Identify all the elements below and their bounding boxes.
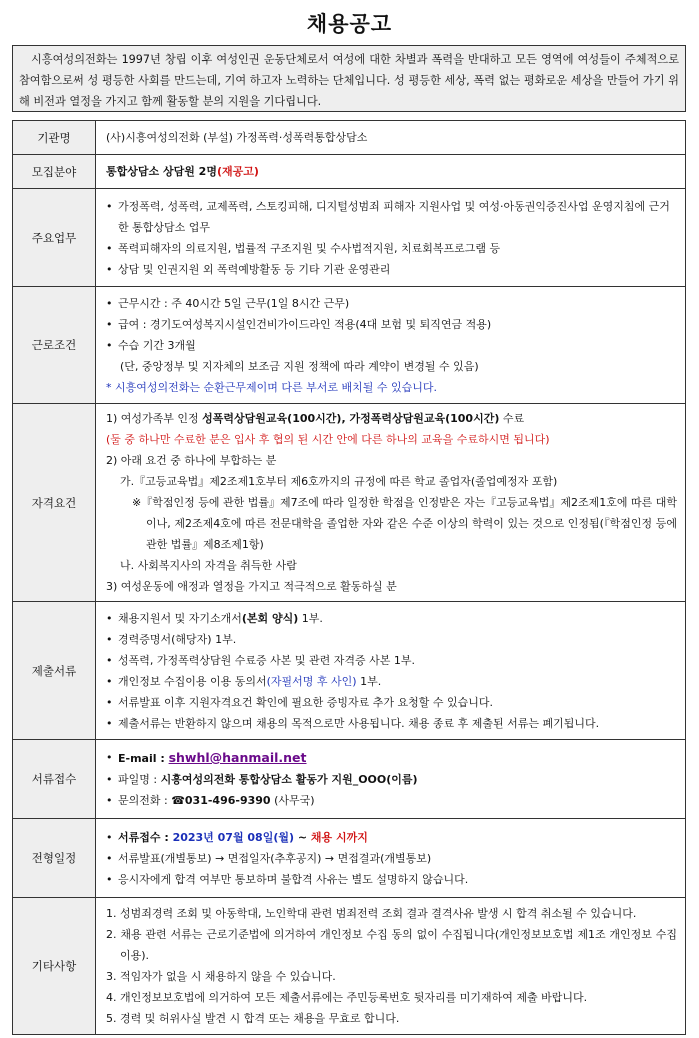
documents-content	[96, 602, 686, 740]
intro-paragraph: 시흥여성의전화는 1997년 창립 이후 여성인권 운동단체로서 여성에 대한 차별과 폭력을 반대하고 모든 영역에 여성들이 주체적으로 참여함으로써 성 평등한 사회를 만드는데, 기여 하고자 노력하는 단체입니다. 성 평등한 세상, 폭력 없는 평화로운 세상을 만들어 가기 위해 비전과 열정을 가지고 함께 활동할 분의 지원을 기다립니다.	[12, 45, 686, 112]
label-misc: 기타사항	[13, 898, 96, 1035]
label-qualifications: 자격요건	[13, 404, 96, 602]
label-reception: 서류접수	[13, 740, 96, 819]
misc-item: 5. 경력 및 허위사실 발견 시 합격 또는 채용을 무효로 합니다.	[106, 1012, 400, 1025]
phone-line	[106, 790, 677, 811]
misc-item: 3. 적임자가 없을 시 채용하지 않을 수 있습니다.	[106, 970, 336, 983]
email-line	[106, 747, 677, 769]
qualifications-content	[96, 404, 686, 602]
schedule-content	[96, 819, 686, 898]
filename-label: 파일명 :	[118, 773, 161, 786]
row-conditions	[13, 287, 686, 404]
qualification-2: 2) 아래 요건 중 하나에 부합하는 분	[106, 454, 277, 467]
qualification-3: 3) 여성운동에 애정과 열정을 가지고 적극적으로 활동하실 분	[106, 580, 397, 593]
qualification-2a: 가.『고등교육법』제2조제1호부터 제6호까지의 규정에 따른 학교 졸업자(졸업예정자 포함)	[120, 475, 558, 488]
schedule-separator: ~	[294, 830, 311, 844]
duty-item: • 폭력피해자의 의료지원, 법률적 구조지원 및 수사법적지원, 치료회복프로그램 등	[106, 238, 677, 259]
misc-content	[96, 898, 686, 1035]
doc1-form-note: (본회 양식)	[241, 611, 299, 625]
job-posting-table	[12, 120, 686, 1035]
phone-icon: ☎	[171, 794, 185, 807]
label-schedule: 전형일정	[13, 819, 96, 898]
row-org	[13, 121, 686, 155]
qualification-1	[106, 408, 677, 429]
label-conditions: 근로조건	[13, 287, 96, 404]
field-value	[96, 155, 686, 189]
schedule-start-date: 2023년 07월 08일(월)	[172, 830, 295, 844]
document-item: • 성폭력, 가정폭력상담원 수료증 사본 및 관련 자격증 사본 1부.	[106, 650, 677, 671]
filename-value: 시흥여성의전화 통합상담소 활동가 지원_OOO(이름)	[160, 773, 418, 786]
doc4-signature-note: (자필서명 후 사인)	[266, 674, 357, 688]
document-item: • 제출서류는 반환하지 않으며 채용의 목적으로만 사용됩니다. 채용 종료 후 제출된 서류는 폐기됩니다.	[106, 713, 677, 734]
doc1-text: 채용지원서 및 자기소개서	[118, 611, 242, 625]
schedule-item: • 서류발표(개별통보) → 면접일자(추후공지) → 면접결과(개별통보)	[106, 848, 677, 869]
schedule-item: • 응시자에게 합격 여부만 통보하며 불합격 사유는 별도 설명하지 않습니다.	[106, 869, 677, 890]
doc1-count: 1부.	[298, 611, 323, 625]
document-item	[106, 671, 677, 692]
phone-suffix: (사무국)	[270, 794, 315, 807]
misc-item: 4. 개인정보보호법에 의거하여 모든 제출서류에는 주민등록번호 뒷자리를 미기재하여 제출 바랍니다.	[106, 991, 588, 1004]
reannouncement-badge: (재공고)	[216, 165, 259, 178]
duty-item: • 상담 및 인권지원 외 폭력예방활동 등 기타 기관 운영관리	[106, 259, 677, 280]
row-documents	[13, 602, 686, 740]
phone-number: 031-496-9390	[184, 794, 271, 807]
duties-content	[96, 189, 686, 287]
field-text: 통합상담소 상담원 2명	[106, 165, 217, 178]
q1-suffix: 수료	[499, 412, 525, 425]
reception-content	[96, 740, 686, 819]
condition-item: • 근무시간 : 주 40시간 5일 근무(1일 8시간 근무)	[106, 293, 677, 314]
qualification-1-note: (둘 중 하나만 수료한 분은 입사 후 협의 된 시간 안에 다른 하나의 교육을 수료하시면 됩니다)	[106, 433, 550, 446]
label-org: 기관명	[13, 121, 96, 155]
schedule-item	[106, 827, 677, 848]
condition-item: • 급여 : 경기도여성복지시설인건비가이드라인 적용(4대 보험 및 퇴직연금 적용)	[106, 314, 677, 335]
q1-required-training: 성폭력상담원교육(100시간), 가정폭력상담원교육(100시간)	[202, 412, 500, 425]
conditions-content	[96, 287, 686, 404]
row-reception	[13, 740, 686, 819]
phone-label: 문의전화 :	[118, 794, 172, 807]
org-value: (사)시흥여성의전화 (부설) 가정폭력·성폭력통합상담소	[96, 121, 686, 155]
condition-item: • 수습 기간 3개월	[106, 335, 677, 356]
email-link[interactable]: shwhl@hanmail.net	[168, 750, 307, 765]
misc-item: 2. 채용 관련 서류는 근로기준법에 의거하여 개인정보 수집 동의 없이 수집됩니다(개인정보보호법 제1조 개인정보 수집이용).	[106, 928, 677, 962]
page-title: 채용공고	[306, 12, 393, 36]
doc4-text: 개인정보 수집이용 이용 동의서	[118, 674, 267, 688]
condition-note: (단, 중앙정부 및 지자체의 보조금 지원 정책에 따라 계약이 변경될 수 있음)	[120, 359, 479, 373]
rotation-notice: * 시흥여성의전화는 순환근무제이며 다른 부서로 배치될 수 있습니다.	[106, 380, 437, 394]
misc-item: 1. 성범죄경력 조회 및 아동학대, 노인학대 관련 범죄전력 조회 결과 결격사유 발생 시 합격 취소될 수 있습니다.	[106, 907, 637, 920]
document-item: • 경력증명서(해당자) 1부.	[106, 629, 677, 650]
doc4-count: 1부.	[356, 674, 382, 688]
document-item	[106, 608, 677, 629]
label-duties: 주요업무	[13, 189, 96, 287]
duty-item: • 가정폭력, 성폭력, 교제폭력, 스토킹피해, 디지털성범죄 피해자 지원사업 및 여성·아동권익증진사업 운영지침에 근거한 통합상담소 업무	[106, 196, 677, 238]
document-item: • 서류발표 이후 지원자격요건 확인에 필요한 증빙자료 추가 요청할 수 있습니다.	[106, 692, 677, 713]
qualification-2a-note: ※『학점인정 등에 관한 법률』제7조에 따라 일정한 학점을 인정받은 자는『고등교육법』제2조제1호에 따른 대학이나, 제2조제4호에 따른 전문대학을 졸업한 자와 같은 수준 이상의 학력이 있는 것으로 인정됨(『학점인정 등에 관한 법률』제8조제1항)	[132, 496, 677, 551]
row-field	[13, 155, 686, 189]
row-duties	[13, 189, 686, 287]
email-label: E-mail :	[118, 752, 169, 765]
schedule-reception-label: 서류접수 :	[118, 830, 173, 844]
row-schedule	[13, 819, 686, 898]
row-qualifications	[13, 404, 686, 602]
row-misc	[13, 898, 686, 1035]
qualification-2b: 나. 사회복지사의 자격을 취득한 사람	[120, 559, 297, 572]
schedule-until: 채용 시까지	[310, 830, 368, 844]
q1-prefix: 1) 여성가족부 인정	[106, 412, 203, 425]
label-field: 모집분야	[13, 155, 96, 189]
label-documents: 제출서류	[13, 602, 96, 740]
filename-line	[106, 769, 677, 790]
